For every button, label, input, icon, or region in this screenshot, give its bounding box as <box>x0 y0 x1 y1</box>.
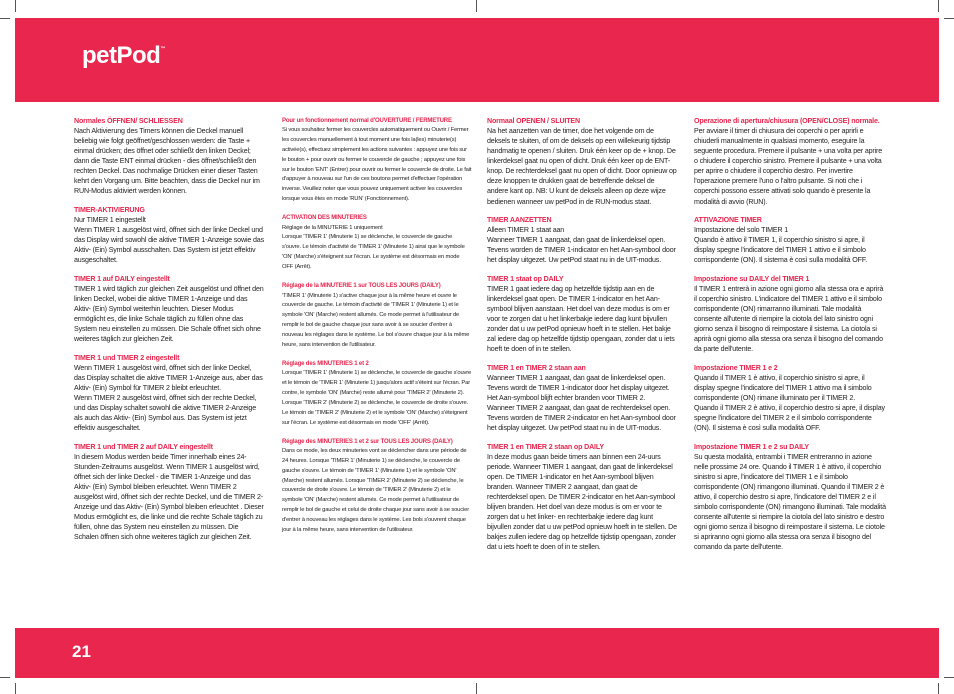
section-body: In deze modus gaan beide timers aan binnen een 24-uurs periode. Wanneer TIMER 1 aangaat, dan gaat de linkerdeksel open. De TIMER 1-indicator en het Aan-symbool blijven branden. Wanneer TIMER 2 aangaat, dan gaat de rechterdeksel open. De TIMER 2-indicator en het Aan-symbool blijven branden. Het doel van deze modus is om er voor te zorgen dat u het linker- en rechterbakje iedere dag kunt bijvullen zonder dat u uw petPod opnieuw hoeft in te stellen. De bakjes zullen iedere dag op hetzelfde tijdstip opengaan, zonder dat u iets hoeft te doen of in te stellen. <box>487 452 677 552</box>
section <box>487 274 677 355</box>
section-body: Réglage de la MINUTERIE 1 uniquement Lorsque 'TIMER 1' (Minuterie 1) se déclenche, le couvercle de gauche s'ouvre. Le témoin d'activité de 'TIMER 1' (Minuterie 1) ainsi que le symbole 'ON' (Marche) s'éteignent sur l'écran. Le système est désormais en mode OFF (Arrêt). <box>282 224 465 270</box>
section-body: Quando il TIMER 1 è attivo, il coperchio sinistro si apre, il display spegne l'indicatore del TIMER 1 attivo ma il simbolo corrispondente (ON) rimane illuminato per il TIMER 2. Quando il TIMER 2 è attivo, il coperchio destro si apre, il display spegne l'indicatore del TIMER 2 e il simbolo corrispondente (ON). Il sistema è così sulla modalità OFF. <box>694 373 885 433</box>
section <box>487 442 677 553</box>
section-heading: Operazione di apertura/chiusura (OPEN/CLOSE) normale. <box>694 117 880 125</box>
section-heading: TIMER-AKTIVIERUNG <box>74 206 145 214</box>
section <box>487 363 677 433</box>
crop-mark <box>15 683 16 694</box>
section-heading: TIMER 1 und TIMER 2 auf DAILY eingestellt <box>74 442 213 451</box>
section <box>282 116 472 205</box>
section-heading: Impostazione TIMER 1 e 2 <box>694 363 778 372</box>
section-heading: TIMER 1 auf DAILY eingestellt <box>74 274 170 283</box>
section-heading: Réglage de la MINUTERIE 1 sur TOUS LES JOURS (DAILY) <box>282 283 441 290</box>
section-heading: Réglage des MINUTERIES 1 et 2 <box>282 361 369 368</box>
section-heading: TIMER AANZETTEN <box>487 216 552 225</box>
section <box>694 363 886 433</box>
section-body: 'TIMER 1' (Minuterie 1) s'active chaque jour à la même heure et ouvre le couvercle de gauche. Le témoin d'activité de 'TIMER 1' (Minuterie 1) et le symbole 'ON' (Marche) restent allumés. Ce mode permet à l'utilisateur de remplir le bol de gauche chaque jour sans avoir à se soucier d'entrer à nouveau les réglages dans le système. Le bol s'ouvre chaque jour à la même heure, sans intervention de l'utilisateur. <box>282 292 470 348</box>
column-italian <box>694 116 886 561</box>
column-french <box>282 116 472 544</box>
crop-mark <box>476 0 477 12</box>
crop-mark <box>938 0 939 12</box>
column-german <box>74 116 264 551</box>
footer-band <box>15 628 939 678</box>
section-heading: ATTIVAZIONE TIMER <box>694 216 762 225</box>
section-heading: TIMER 1 staat op DAILY <box>487 274 564 283</box>
section-heading: Pour un fonctionnement normal d'OUVERTURE / FERMETURE <box>282 118 452 124</box>
section-body: Na het aanzetten van de timer, doe het volgende om de deksels te sluiten, of om de deksels op een willekeurig tijdstip handmatig te openen / sluiten. Druk één keer op de + knop. De linkerdeksel gaat nu open of dicht. Druk één keer op de ENT-knop. De rechterdeksel gaat nu open of dicht. Door opnieuw op deze knoppen te drukken gaat de betreffende deksel de andere kant op. NB: U kunt de deksels alleen op deze wijze bedienen wanneer uw petPod in de RUN-modus staat. <box>487 127 677 206</box>
section-body: TIMER 1 gaat iedere dag op hetzelfde tijdstip aan en de linkerdeksel gaat open. De TIMER 1-indicator en het Aan-symbool blijven aanstaan. Het doel van deze modus is om er voor te zorgen dat u het linkerbakje iedere dag kunt bijvullen zonder dat u uw petPod opnieuw hoeft in te stellen. Het bakje zal iedere dag op hetzelfde tijdstip opengaan, zonder dat u iets hoeft te doen of in te stellen. <box>487 284 675 354</box>
section-body: Nur TIMER 1 eingestellt Wenn TIMER 1 ausgelöst wird, öffnet sich der linke Deckel und das Display wird sowohl die aktive TIMER 1-Anzeige sowie das Aktiv- (Ein) Symbol ausschalten. Das System ist jetzt effektiv ausgeschaltet. <box>74 216 264 265</box>
section <box>694 442 886 553</box>
crop-mark <box>944 677 954 678</box>
section <box>74 274 264 344</box>
section <box>282 437 472 536</box>
section-heading: ACTIVATION DES MINUTERIES <box>282 215 367 222</box>
section-heading: Impostazione TIMER 1 e 2 su DAILY <box>694 442 810 451</box>
section-body: Lorsque 'TIMER 1' (Minuterie 1) se déclenche, le couvercle de gauche s'ouvre et le témoin de 'TIMER 1' (Minuterie 1) jusqu'alors actif s'éteint sur l'écran. Par contre, le symbole 'ON' (Marche) reste allumé pour 'TIMER 2' (Minuterie 2). Lorsque 'TIMER 2' (Minuterie 2) se déclenche, le couvercle de droite s'ouvre. Le témoin de 'TIMER 2' (Minuterie 2) et le symbole 'ON' (Marche) s'éteignent sur l'écran. Le système est désormais en mode 'OFF' (Arrêt). <box>282 370 472 426</box>
section <box>74 116 264 197</box>
section <box>282 213 472 272</box>
section <box>694 274 886 355</box>
section-body: Nach Aktivierung des Timers können die Deckel manuell beliebig wie folgt geöffnet/geschlossen werden: die Taste + einmal drücken; des öffnet oder schließt den linken Deckel; dann die Taste ENT einmal drücken - dies öffnet/schließt den rechten Deckel. Das nochmalige Drücken einer dieser Tasten kehrt den Vorgang um. Bitte beachten, dass die Deckel nur im RUN-Modus aktiviert werden können. <box>74 127 260 196</box>
section-body: Wanneer TIMER 1 aangaat, dan gaat de linkerdeksel open. Tevens wordt de TIMER 1-indicator door het display uitgezet. Het Aan-symbool blijft echter branden voor TIMER 2. Wanneer TIMER 2 aangaat, dan gaat de rechterdeksel open. Tevens worden de TIMER 2-indicator en het Aan-symbool door het display uitgezet. Uw petPod staat nu in de UIT-modus. <box>487 373 676 433</box>
section-body: Si vous souhaitez fermer les couvercles automatiquement ou Ouvrir / Fermer les couvercles manuellement à tout moment une fois la(les) minuterie(s) activée(s), effectuez simplement les actions suivantes : appuyez une fois sur le bouton + pour ouvrir ou fermer le couvercle de gauche ; appuyez une fois sur le bouton 'ENT' (Entrer) pour ouvrir ou fermer le couvercle de droite. Le fait d'appuyer à nouveau sur l'un de ces boutons permet d'effectuer l'opération inverse. Veuillez noter que vous pouvez uniquement activer les couvercles lorsque vous êtes en mode 'RUN' (Fonctionnement). <box>282 127 472 203</box>
section-body: Dans ce mode, les deux minuteries vont se déclencher dans une période de 24 heures. Lorsque 'TIMER 1' (Minuterie 1) se déclenche, le couvercle de gauche s'ouvre. Le témoin de 'TIMER 1' (Minuterie 1) et le symbole 'ON' (Marche) restent allumés. Lorsque 'TIMER 2' (Minuterie 2) se déclenche, le couvercle de droite s'ouvre. Le témoin de 'TIMER 2' (Minuterie 2) et le symbole 'ON' (Marche) restent allumés. Ce mode permet à l'utilisateur de remplir le bol de gauche et celui de droite chaque jour sans avoir à se soucier d'entrer à nouveau les réglages dans le système. Les bols s'ouvrent chaque jour à la même heure, sans intervention de l'utilisateur. <box>282 448 469 533</box>
section-body: Wenn TIMER 1 ausgelöst wird, öffnet sich der linke Deckel, das Display schaltet die aktive TIMER 1-Anzeige aus, aber das Aktiv- (Ein) Symbol für TIMER 2 bleibt erleuchtet. Wenn TIMER 2 ausgelöst wird, öffnet sich der rechte Deckel, und das Display schaltet sowohl die aktive TIMER 2-Anzeige als auch das Aktiv- (Ein) Symbol aus. Das System ist jetzt effektiv ausgeschaltet. <box>74 363 263 433</box>
section-body: Per avviare il timer di chiusura dei coperchi o per aprirli e chiuderli manualmente in qualsiasi momento, eseguire la seguente procedura. Premere il pulsante + una volta per aprire o chiudere il coperchio sinistro. Premere il pulsante + una volta per aprire o chiudere il coperchio destro. Per invertire l'operazione premere l'uno o l'altro pulsante. Si noti che i coperchi possono essere attivati solo quando è presente la modalità di avvio (RUN). <box>694 127 883 206</box>
section-body: Impostazione del solo TIMER 1 Quando è attivo il TIMER 1, il coperchio sinistro si apre, il display spegne l'indicatore del TIMER 1 attivo e il simbolo corrispondente (ON). Il sistema è così sulla modalità OFF. <box>694 226 868 265</box>
section-body: Su questa modalità, entrambi i TIMER entreranno in azione nelle prossime 24 ore. Quando il TIMER 1 è attivo, il coperchio sinistro si apre, l'indicatore del TIMER 1 e il simbolo corrispondente (ON) rimangono illuminati. Quando il TIMER 2 è attivo, il coperchio destro si apre, l'indicatore del TIMER 2 e il simbolo corrispondente (ON) rimangono illuminati. Tale modalità consente all'utente si riempire la ciotola del lato sinistro e destro ogni giorno senza il bisogno di reimpostare il sistema. Le ciotole si apriranno ogni giorno alla stessa ora senza il bisogno del comando da parte dell'utente. <box>694 452 886 552</box>
section <box>74 353 264 434</box>
section <box>282 359 472 428</box>
section <box>282 281 472 350</box>
crop-mark <box>944 18 954 19</box>
section <box>74 442 264 543</box>
crop-mark <box>938 683 939 694</box>
page-number: 21 <box>72 642 91 661</box>
trademark-symbol: ™ <box>160 46 165 52</box>
section-body: TIMER 1 wird täglich zur gleichen Zeit ausgelöst und öffnet den linken Deckel, wobei die aktive TIMER 1-Anzeige und das Aktiv- (Ein) Symbol weiterhin leuchten. Dieser Modus ermöglicht es, die linke Schale täglich zu füllen ohne das System neu einstellen zu müssen. Die Schale öffnet sich ohne weiteres täglich zur gleichen Zeit. <box>74 284 264 344</box>
crop-mark <box>476 683 477 694</box>
section-body: Alleen TIMER 1 staat aan Wanneer TIMER 1 aangaat, dan gaat de linkerdeksel open. Tevens worden de TIMER 1-indicator en het Aan-symbool door het display uitgezet. Uw petPod staat nu in de UIT-modus. <box>487 226 676 265</box>
section <box>694 215 886 265</box>
petpod-logo <box>82 42 165 70</box>
section <box>487 116 677 207</box>
crop-mark <box>0 677 10 678</box>
section-heading: Impostazione su DAILY del TIMER 1 <box>694 274 810 283</box>
section-body: In diesem Modus werden beide Timer innerhalb eines 24-Stunden-Zeitraums ausgelöst. Wenn TIMER 1 ausgelöst wird, öffnet sich der linke Deckel - die TIMER 1-Anzeige und das Aktiv- (Ein) Symbol bleiben erleuchtet. Wenn TIMER 2 ausgelöst wird, öffnet sich der rechte Deckel, und die TIMER 2-Anzeige und das Aktiv- (Ein) Symbol bleiben erleuchtet . Dieser Modus ermöglicht es, die linke und die rechte Schale täglich zu füllen, ohne das System neu einstellen zu müssen. Die Schalen öffnen sich ohne weiteres täglich zur gleichen Zeit. <box>74 452 264 542</box>
crop-mark <box>15 0 16 12</box>
section-heading: Normales ÖFFNEN/ SCHLIESSEN <box>74 117 183 125</box>
section-body: Il TIMER 1 entrerà in azione ogni giorno alla stessa ora e aprirà il coperchio sinistro. L'indicatore del TIMER 1 attivo e il simbolo corrispondente (ON) rimarranno illuminati. Tale modalità consente all'utente di riempire la ciotola del lato sinistro ogni giorno senza il bisogno di reimpostare il sistema. La ciotola si aprirà ogni giorno alla stessa ora senza il bisogno del comando da parte dell'utente. <box>694 284 884 354</box>
crop-mark <box>0 18 10 19</box>
logo-text: petPod <box>82 42 161 69</box>
section-heading: Réglage des MINUTERIES 1 et 2 sur TOUS LES JOURS (DAILY) <box>282 438 453 445</box>
section-heading: Normaal OPENEN / SLUITEN <box>487 117 580 125</box>
section-heading: TIMER 1 en TIMER 2 staan aan <box>487 363 586 372</box>
header-band <box>15 18 939 102</box>
section-heading: TIMER 1 und TIMER 2 eingestellt <box>74 353 180 362</box>
section <box>487 215 677 265</box>
section-heading: TIMER 1 en TIMER 2 staan op DAILY <box>487 442 604 451</box>
section <box>74 205 264 265</box>
column-dutch <box>487 116 677 561</box>
section <box>694 116 886 207</box>
